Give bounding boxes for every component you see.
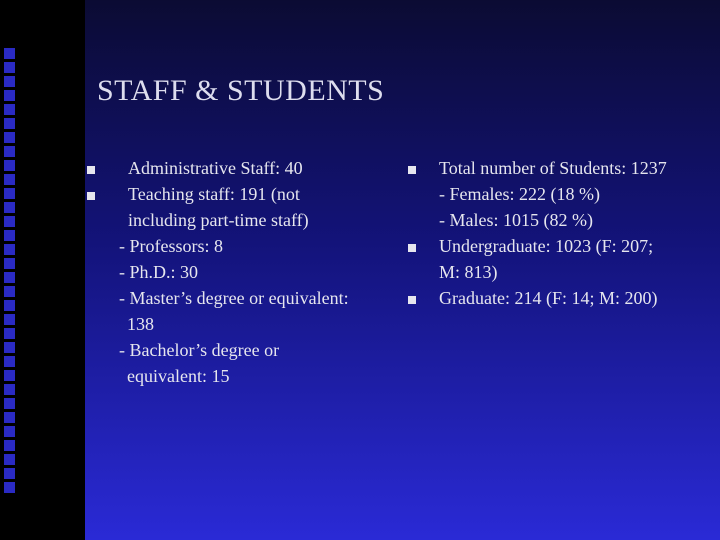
students-column (405, 155, 705, 311)
square-5 (4, 104, 15, 115)
square-32 (4, 482, 15, 493)
total-students-text: Total number of Students: 1237 (439, 158, 667, 178)
admin-staff-text: Administrative Staff: 40 (128, 158, 303, 178)
staff-column (86, 155, 386, 389)
square-7 (4, 132, 15, 143)
square-2 (4, 62, 15, 73)
decorative-squares (4, 48, 20, 493)
graduate-text: Graduate: 214 (F: 14; M: 200) (439, 288, 658, 308)
masters-line-1: - Master’s degree or equivalent: (119, 288, 349, 308)
sub-masters (86, 285, 386, 337)
square-9 (4, 160, 15, 171)
square-22 (4, 342, 15, 353)
undergraduate-line-1: Undergraduate: 1023 (F: 207; (439, 236, 654, 256)
sub-phd (86, 259, 386, 285)
square-10 (4, 174, 15, 185)
square-29 (4, 440, 15, 451)
bullet-graduate (405, 285, 705, 311)
professors-text: - Professors: 8 (119, 236, 223, 256)
square-30 (4, 454, 15, 465)
square-24 (4, 370, 15, 381)
teaching-staff-line-1: Teaching staff: 191 (not (128, 184, 300, 204)
phd-text: - Ph.D.: 30 (119, 262, 199, 282)
undergraduate-line-2: M: 813) (439, 262, 498, 282)
females-text: - Females: 222 (18 %) (439, 184, 600, 204)
square-13 (4, 216, 15, 227)
left-decorative-strip (0, 0, 85, 540)
bullet-admin-staff (86, 155, 386, 181)
square-18 (4, 286, 15, 297)
square-15 (4, 244, 15, 255)
square-26 (4, 398, 15, 409)
bullet-teaching-staff (86, 181, 386, 233)
square-23 (4, 356, 15, 367)
square-25 (4, 384, 15, 395)
square-8 (4, 146, 15, 157)
bachelors-line-2: equivalent: 15 (127, 366, 230, 386)
square-21 (4, 328, 15, 339)
square-31 (4, 468, 15, 479)
bullet-undergraduate (405, 233, 705, 285)
sub-males (405, 207, 705, 233)
square-17 (4, 272, 15, 283)
square-19 (4, 300, 15, 311)
square-16 (4, 258, 15, 269)
sub-professors (86, 233, 386, 259)
square-20 (4, 314, 15, 325)
square-4 (4, 90, 15, 101)
square-12 (4, 202, 15, 213)
sub-bachelors (86, 337, 386, 389)
square-14 (4, 230, 15, 241)
bachelors-line-1: - Bachelor’s degree or (119, 340, 280, 360)
masters-line-2: 138 (127, 314, 154, 334)
teaching-staff-line-2: including part-time staff) (128, 210, 309, 230)
sub-females (405, 181, 705, 207)
square-1 (4, 48, 15, 59)
slide-title: STAFF & STUDENTS (97, 74, 385, 107)
males-text: - Males: 1015 (82 %) (439, 210, 593, 230)
bullet-total-students (405, 155, 705, 181)
square-27 (4, 412, 15, 423)
square-6 (4, 118, 15, 129)
square-28 (4, 426, 15, 437)
square-3 (4, 76, 15, 87)
square-11 (4, 188, 15, 199)
